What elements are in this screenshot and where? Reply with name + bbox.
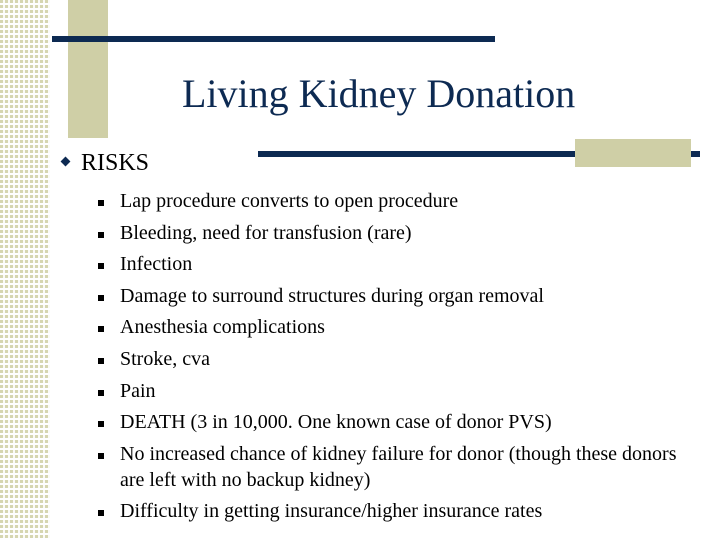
list-item: Stroke, cva [96, 346, 696, 372]
list-item: Lap procedure converts to open procedure [96, 188, 696, 214]
title-rule-top [52, 36, 495, 42]
square-bullet-icon [98, 232, 104, 238]
list-item: Infection [96, 251, 696, 277]
section-heading [62, 150, 149, 177]
square-bullet-icon [98, 200, 104, 206]
list-item: Damage to surround structures during organ removal [96, 283, 696, 309]
square-bullet-icon [98, 390, 104, 396]
decorative-tan-block-right [575, 139, 691, 167]
slide-title: Living Kidney Donation [182, 71, 576, 116]
square-bullet-icon [98, 358, 104, 364]
diamond-bullet-icon [61, 157, 71, 167]
square-bullet-icon [98, 295, 104, 301]
list-item: DEATH (3 in 10,000. One known case of donor PVS) [96, 409, 696, 435]
risk-list [96, 188, 696, 530]
list-item: No increased chance of kidney failure for donor (though these donors are left with no backup kidney) [96, 441, 696, 493]
section-heading-label: RISKS [81, 150, 150, 176]
list-item: Pain [96, 378, 696, 404]
square-bullet-icon [98, 263, 104, 269]
square-bullet-icon [98, 510, 104, 516]
list-item: Bleeding, need for transfusion (rare) [96, 220, 696, 246]
decorative-stripe-strip [0, 0, 50, 540]
square-bullet-icon [98, 453, 104, 459]
square-bullet-icon [98, 326, 104, 332]
list-item: Difficulty in getting insurance/higher insurance rates [96, 498, 696, 524]
square-bullet-icon [98, 421, 104, 427]
decorative-tan-block-top [68, 0, 108, 138]
list-item: Anesthesia complications [96, 314, 696, 340]
